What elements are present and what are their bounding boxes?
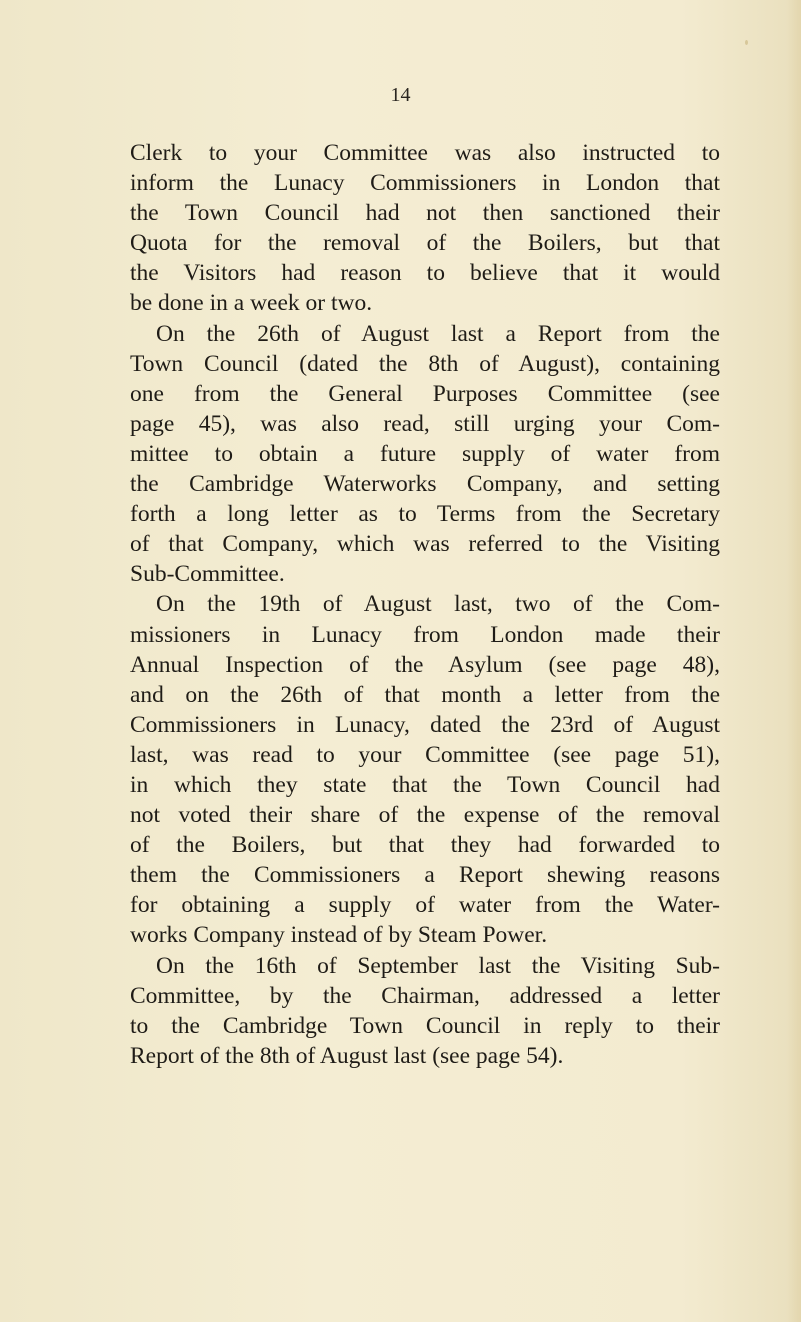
text-line: On the 26th of August last a Report from the (156, 320, 720, 347)
text-line: the Cambridge Waterworks Company, and setting (130, 471, 720, 498)
text-line: the Town Council had not then sanctioned their (130, 200, 720, 227)
text-line: Quota for the removal of the Boilers, but that (130, 230, 720, 257)
body-text (130, 138, 720, 1071)
text-line: Commissioners in Lunacy, dated the 23rd of August (130, 711, 720, 738)
text-line: Town Council (dated the 8th of August), containing (130, 350, 720, 377)
text-line: to the Cambridge Town Council in reply to their (130, 1012, 720, 1039)
text-line: not voted their share of the expense of the removal (130, 802, 720, 829)
text-line: inform the Lunacy Commissioners in London that (130, 170, 720, 197)
text-line: them the Commissioners a Report shewing reasons (130, 862, 720, 889)
text-line: Committee, by the Chairman, addressed a letter (130, 982, 720, 1009)
text-line: of the Boilers, but that they had forwarded to (130, 832, 720, 859)
text-line: one from the General Purposes Committee (see (130, 380, 720, 407)
text-line: the Visitors had reason to believe that it would (130, 260, 720, 287)
text-line: works Company instead of by Steam Power. (130, 922, 548, 949)
text-line: of that Company, which was referred to the Visiting (130, 531, 720, 558)
text-line: On the 19th of August last, two of the Com- (156, 591, 720, 618)
text-line: mittee to obtain a future supply of water from (130, 440, 720, 467)
text-line: and on the 26th of that month a letter from the (130, 681, 720, 708)
paper-fleck (745, 40, 748, 45)
text-line: Sub-Committee. (130, 561, 285, 588)
text-line: in which they state that the Town Council had (130, 771, 720, 798)
text-line: last, was read to your Committee (see page 51), (130, 741, 720, 768)
text-line: Annual Inspection of the Asylum (see page 48), (130, 651, 720, 678)
text-line: page 45), was also read, still urging your Com- (130, 410, 720, 437)
text-line: missioners in Lunacy from London made their (130, 621, 720, 648)
text-line: Clerk to your Committee was also instructed to (130, 140, 720, 166)
page-number: 14 (390, 84, 411, 106)
text-line: forth a long letter as to Terms from the Secretary (130, 501, 720, 528)
page-edge-shadow (787, 0, 801, 1322)
text-line: for obtaining a supply of water from the Water- (130, 892, 720, 919)
text-line: be done in a week or two. (130, 290, 373, 317)
text-line: On the 16th of September last the Visiting Sub- (156, 952, 720, 979)
text-line: Report of the 8th of August last (see page 54). (130, 1042, 564, 1069)
